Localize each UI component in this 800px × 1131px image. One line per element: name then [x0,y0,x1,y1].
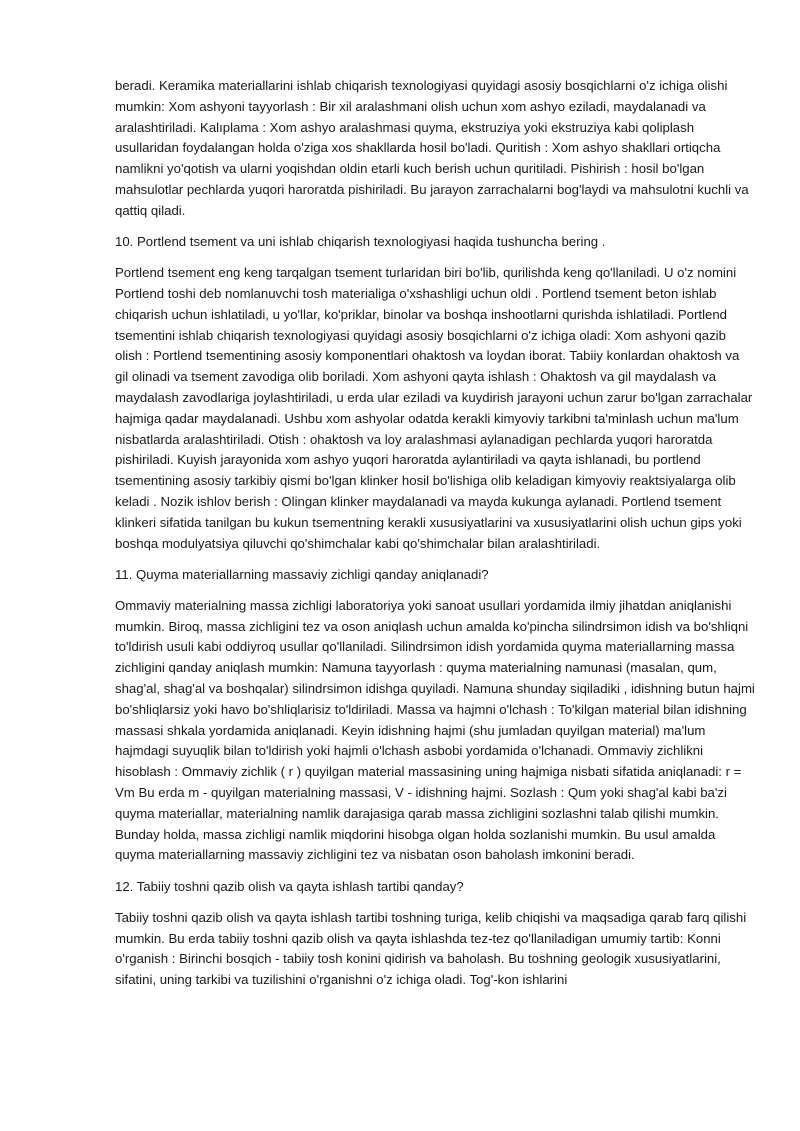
paragraph-natural-stone: Tabiiy toshni qazib olish va qayta ishlash tartibi toshning turiga, kelib chiqishi va maqsadiga qarab farq qilishi mumkin. Bu erda tabiiy toshni qazib olish va qayta ishlashda tez-tez qo'llaniladigan umumiy tartib: Konni o'rganish : Birinchi bosqich - tabiiy tosh konini qidirish va baholash. Bu toshning geologik xususiyatlarini, sifatini, uning tarkibi va tuzilishini o'rganishni o'z ichiga oladi. Tog'-kon ishlarini [115,909,747,988]
question-12-heading: 12. Tabiiy toshni qazib olish va qayta ishlash tartibi qanday? [115,878,464,894]
question-11-heading: 11. Quyma materiallarning massaviy zichligi qanday aniqlanadi? [115,566,489,582]
paragraph-portland-cement: Portlend tsement eng keng tarqalgan tsement turlaridan biri bo'lib, qurilishda keng qo'llaniladi. U o'z nomini Portlend toshi deb nomlanuvchi tosh materialiga o'xshashligi uchun oldi . Portlend tsement beton ishlab chiqarish uchun ishlatiladi, u yo'llar, ko'priklar, binolar va boshqa inshootlarni qurishda ishlatiladi. Portlend tsementini ishlab chiqarish texnologiyasi quyidagi asosiy bosqichlarni o'z ichiga oladi: Xom ashyoni qazib olish : Portlend tsementining asosiy komponentlari ohaktosh va loydan iborat. Tabiiy konlardan ohaktosh va gil olinadi va tsement zavodiga olib boriladi. Xom ashyoni qayta ishlash : Ohaktosh va gil maydalash va maydalash zavodlariga joylashtiriladi, u erda ular eziladi va kuydirish jarayoni uchun zarur bo'lgan zarrachalar hajmiga qadar maydalanadi. Ushbu xom ashyolar odatda kerakli kimyoviy tarkibni ta'minlash uchun ma'lum nisbatlarda aralashtiriladi. Otish : ohaktosh va loy aralashmasi aylanadigan pechlarda yuqori haroratda pishiriladi. Kuyish jarayonida xom ashyo yuqori haroratda aylantiriladi va qayta ishlanadi, bu portlend tsementining asosiy tarkibiy qismi bo'lgan klinker hosil bo'lishiga olib keladigan kimyoviy reaktsiyalarga olib keladi . Nozik ishlov berish : Olingan klinker maydalanadi va mayda kukunga aylanadi. Portlend tsement klinkeri sifatida tanilgan bu kukun tsementning kerakli xususiyatlarini va xususiyatlarini olish uchun gips yoki boshqa modulyatsiya qiluvchi qo'shimchalar kabi qo'shimchalar bilan aralashtiriladi. [115,265,753,551]
question-10-heading: 10. Portlend tsement va uni ishlab chiqarish texnologiyasi haqida tushuncha bering . [115,233,606,249]
paragraph-ceramics-production: beradi. Keramika materiallarini ishlab chiqarish texnologiyasi quyidagi asosiy bosqichlarni o'z ichiga olishi mumkin: Xom ashyoni tayyorlash : Bir xil aralashmani olish uchun xom ashyo eziladi, maydalanadi va aralashtiriladi. Kalıplama : Xom ashyo aralashmasi quyma, ekstruziya yoki ekstruziya kabi qoliplash usullaridan foydalangan holda o'ziga xos shakllarda hosil bo'ladi. Quritish : Xom ashyo shakllari ortiqcha namlikni yo'qotish va ularni yoqishdan oldin etarli kuch berish uchun quritiladi. Pishirish : hosil bo'lgan mahsulotlar pechlarda yuqori haroratda pishiriladi. Bu jarayon zarrachalarni bog'laydi va mahsulotni kuchli va qattiq qiladi. [115,78,749,218]
document-page [115,76,755,1001]
paragraph-bulk-density: Ommaviy materialning massa zichligi laboratoriya yoki sanoat usullari yordamida ilmiy jihatdan aniqlanishi mumkin. Biroq, massa zichligini tez va oson aniqlash uchun amalda ko'pincha silindrsimon idish va bo'shliqni to'ldirish usuli kabi oddiyroq usullar qo'llaniladi. Silindrsimon idish yordamida quyma materiallarning massa zichligini qanday aniqlash mumkin: Namuna tayyorlash : quyma materialning namunasi (masalan, qum, shag'al, shag'al va boshqalar) silindrsimon idishga quyiladi. Namuna shunday siqiladiki , idishning butun hajmi bo'shliqlarsiz yoki havo bo'shliqlarisiz to'ldiriladi. Massa va hajmni o'lchash : To'kilgan material bilan idishning massasi shkala yordamida aniqlanadi. Keyin idishning hajmi (shu jumladan quyilgan material) ma'lum hajmdagi suyuqlik bilan to'ldirish yoki hajmli o'lchash asbobi yordamida o'lchanadi. Ommaviy zichlikni hisoblash : Ommaviy zichlik ( r ) quyilgan material massasining uning hajmiga nisbati sifatida aniqlanadi: r = Vm Bu erda m - quyilgan materialning massasi, V - idishning hajmi. Sozlash : Qum yoki shag'al kabi ba'zi quyma materiallar, materialning namlik darajasiga qarab massa zichligini sozlashni talab qilishi mumkin. Bunday holda, massa zichligi namlik miqdorini hisobga olgan holda sozlanishi mumkin. Bu usul amalda quyma materiallarning massaviy zichligini tez va nisbatan oson baholash imkonini beradi. [115,597,755,863]
